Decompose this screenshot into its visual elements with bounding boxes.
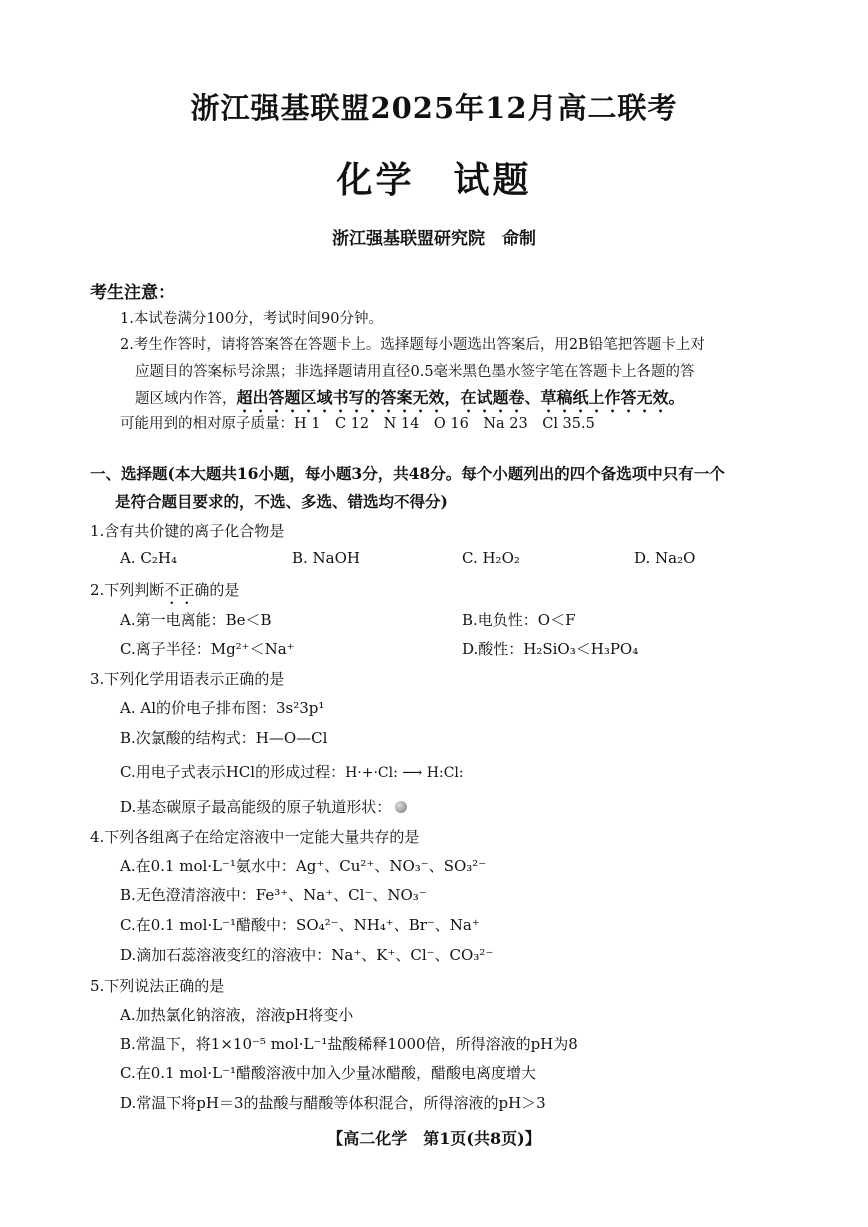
- question-2-option-a: A.第一电离能：Be＜B: [120, 611, 272, 629]
- notice-emphasis: 超出答题区域书写的答案无效，在试题卷、草稿纸上作答无效。: [236, 388, 685, 407]
- question-2-option-c: C.离子半径：Mg²⁺＜Na⁺: [120, 640, 295, 658]
- notice-heading: 考生注意：: [90, 283, 175, 303]
- question-2-stem-pre: 2.下列判断: [90, 581, 165, 599]
- question-5-option-b: B.常温下，将1×10⁻⁵ mol·L⁻¹盐酸稀释1000倍，所得溶液的pH为8: [120, 1035, 578, 1053]
- question-3-option-a: A. Al的价电子排布图：3s²3p¹: [120, 699, 325, 717]
- question-4-stem: 4.下列各组离子在给定溶液中一定能大量共存的是: [90, 828, 420, 846]
- notice-item-2-line-1: 2.考生作答时，请将答案答在答题卡上。选择题每小题选出答案后，用2B铅笔把答题卡上对: [120, 337, 705, 353]
- section-heading-line-2: 是符合题目要求的，不选、多选、错选均不得分): [115, 492, 448, 511]
- question-2-option-d: D.酸性：H₂SiO₃＜H₃PO₄: [462, 640, 639, 658]
- question-2-option-b: B.电负性：O＜F: [462, 611, 576, 629]
- question-4-option-c: C.在0.1 mol·L⁻¹醋酸中：SO₄²⁻、NH₄⁺、Br⁻、Na⁺: [120, 916, 480, 934]
- question-1-stem: 1.含有共价键的离子化合物是: [90, 522, 285, 540]
- atomic-mass-line: 可能用到的相对原子质量：H 1 C 12 N 14 O 16 Na 23 Cl 35.5: [120, 416, 595, 432]
- question-5-stem: 5.下列说法正确的是: [90, 977, 225, 995]
- question-2-stem: [90, 579, 239, 608]
- question-4-option-a: A.在0.1 mol·L⁻¹氨水中：Ag⁺、Cu²⁺、NO₃⁻、SO₃²⁻: [120, 857, 487, 875]
- question-2-stem-post: 确的是: [194, 581, 240, 599]
- question-3-option-b: B.次氯酸的结构式：H—O—Cl: [120, 729, 328, 747]
- question-5-option-d: D.常温下将pH＝3的盐酸与醋酸等体积混合，所得溶液的pH＞3: [120, 1094, 546, 1112]
- question-4-option-b: B.无色澄清溶液中：Fe³⁺、Na⁺、Cl⁻、NO₃⁻: [120, 886, 427, 904]
- subject-title: 化学 试题: [336, 159, 532, 201]
- question-3-option-c: [120, 761, 464, 782]
- question-5-option-a: A.加热氯化钠溶液，溶液pH将变小: [120, 1006, 354, 1024]
- issuer-line: 浙江强基联盟研究院 命制: [332, 229, 536, 249]
- question-5-option-c: C.在0.1 mol·L⁻¹醋酸溶液中加入少量冰醋酸，醋酸电离度增大: [120, 1064, 537, 1082]
- section-heading-line-1: 一、选择题(本大题共16小题，每小题3分，共48分。每个小题列出的四个备选项中只有一个: [90, 464, 725, 483]
- question-1-option-c: C. H₂O₂: [462, 549, 520, 567]
- notice-item-2-line-3-plain: 题区域内作答，: [135, 391, 237, 407]
- question-1-option-d: D. Na₂O: [634, 549, 696, 567]
- notice-item-2-line-2: 应题目的答案标号涂黑；非选择题请用直径0.5毫米黑色墨水签字笔在答题卡上各题的答: [135, 364, 695, 380]
- s-orbital-sphere-icon: [395, 801, 407, 813]
- question-4-option-d: D.滴加石蕊溶液变红的溶液中：Na⁺、K⁺、Cl⁻、CO₃²⁻: [120, 946, 494, 964]
- question-1-option-b: B. NaOH: [292, 549, 361, 567]
- question-3-stem: 3.下列化学用语表示正确的是: [90, 670, 285, 688]
- question-3-option-d: [120, 796, 407, 817]
- question-1-option-a: A. C₂H₄: [120, 549, 177, 567]
- exam-title: 浙江强基联盟2025年12月高二联考: [190, 91, 678, 125]
- electron-dot-formula: H·+·Cl: ⟶ H:Cl:: [345, 765, 464, 781]
- page-footer: 【高二化学 第1页(共8页)】: [327, 1129, 541, 1148]
- question-3-option-d-text: D.基态碳原子最高能级的原子轨道形状：: [120, 798, 392, 816]
- question-2-stem-emphasis: 不正: [164, 581, 195, 599]
- question-3-option-c-text: C.用电子式表示HCl的形成过程：: [120, 763, 346, 781]
- notice-item-1: 1.本试卷满分100分，考试时间90分钟。: [120, 311, 383, 327]
